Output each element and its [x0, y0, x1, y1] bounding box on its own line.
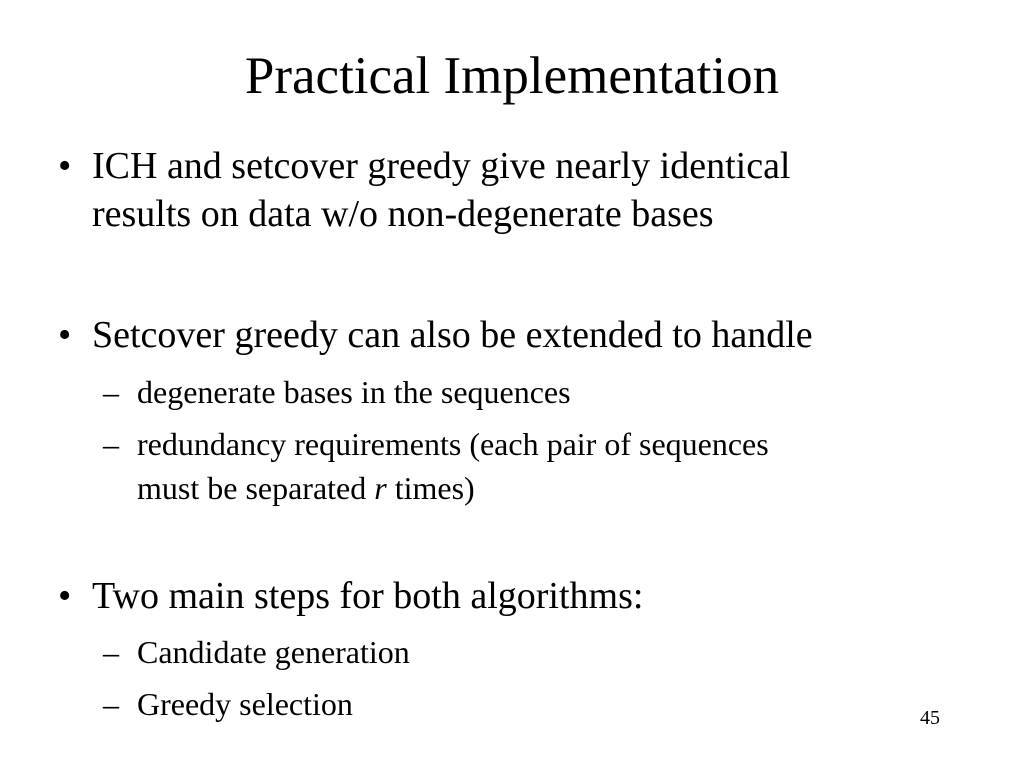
bullet-marker: •	[58, 145, 72, 187]
sub-bullet-line-part: must be separated	[137, 470, 375, 506]
bullet-line: Setcover greedy can also be extended to handle	[92, 314, 813, 356]
sub-bullet-line-part: times)	[386, 470, 475, 506]
bullet-text	[92, 311, 972, 359]
bullet-marker: •	[58, 575, 72, 617]
bullet-marker: •	[58, 314, 72, 356]
sub-bullet-text: Greedy selection	[137, 686, 353, 722]
bullet-line: results on data w/o non-degenerate bases	[92, 193, 714, 235]
sub-bullet-text	[137, 422, 957, 510]
bullet-line: Two main steps for both algorithms:	[92, 575, 644, 617]
sub-bullet-line	[137, 466, 957, 510]
bullet-line: ICH and setcover greedy give nearly identical	[92, 145, 791, 187]
bullet-text	[92, 142, 972, 238]
sub-bullet-text: degenerate bases in the sequences	[137, 374, 571, 410]
sub-bullet-marker: –	[103, 374, 119, 410]
sub-bullet-marker: –	[103, 634, 119, 670]
page-number: 45	[920, 707, 940, 729]
sub-bullet-text: Candidate generation	[137, 634, 410, 670]
bullet-text	[92, 572, 972, 620]
sub-bullet-marker: –	[103, 426, 119, 462]
variable-r: r	[374, 470, 387, 506]
sub-bullet-line: redundancy requirements (each pair of sequences	[137, 426, 769, 462]
slide-title: Practical Implementation	[244, 47, 780, 105]
sub-bullet-marker: –	[103, 686, 119, 722]
